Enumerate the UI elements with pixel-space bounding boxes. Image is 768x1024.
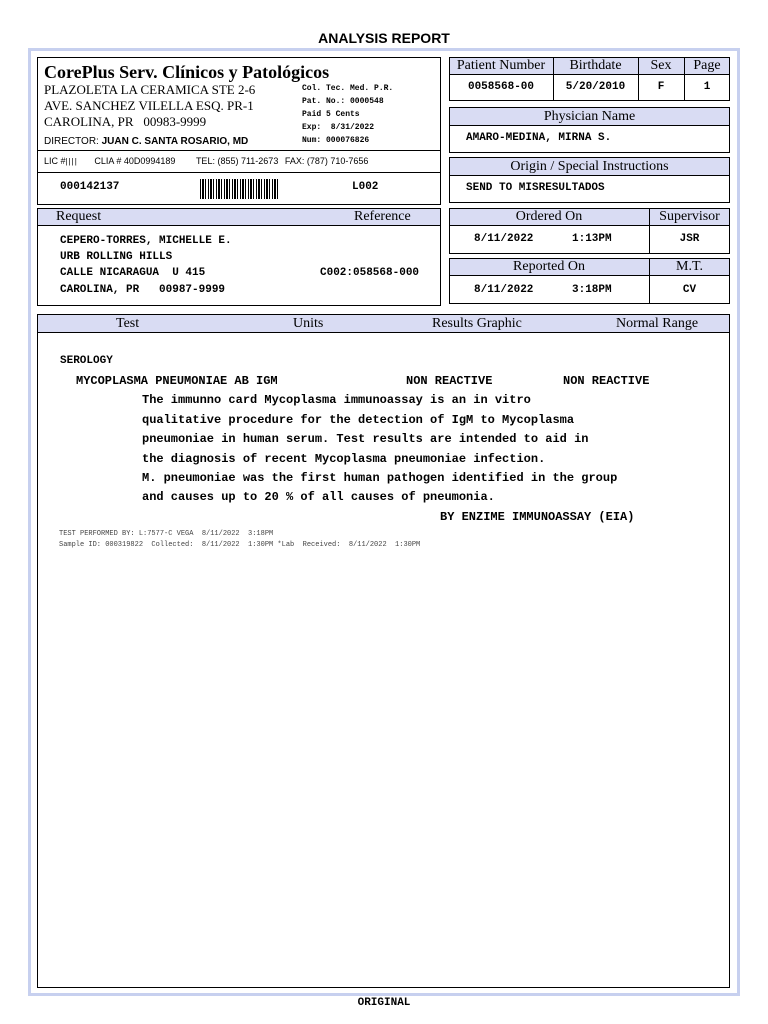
sex: F: [657, 81, 665, 93]
lab-divider-1: [37, 150, 441, 151]
supervisor-label: Supervisor: [659, 209, 720, 224]
note-line-6: and causes up to 20 % of all causes of pneumonia.: [142, 490, 495, 504]
note-line-2: qualitative procedure for the detection of IgM to Mycoplasma: [142, 413, 575, 427]
request-line-3: CALLE NICARAGUA U 415: [60, 267, 206, 279]
lab-exp: Exp: 8/31/2022: [302, 123, 375, 132]
request-line-1: CEPERO-TORRES, MICHELLE E.: [60, 235, 232, 247]
director-name: JUAN C. SANTA ROSARIO, MD: [101, 136, 249, 147]
lab-contact-line: [44, 156, 368, 166]
col-test: Test: [116, 316, 140, 331]
ordered-label: Ordered On: [515, 209, 583, 224]
test-name: MYCOPLASMA PNEUMONIAE AB IGM: [76, 374, 278, 388]
sample-info: Sample ID: 000319822 Collected: 8/11/2022 1:30PM *Lab Received: 8/11/2022 1:30PM: [59, 541, 421, 549]
patient-number: 0058568-00: [467, 81, 534, 93]
lab-address-2: AVE. SANCHEZ VILELLA ESQ. PR-1: [44, 98, 254, 113]
note-line-4: the diagnosis of recent Mycoplasma pneumoniae infection.: [142, 452, 546, 466]
reported-date: 8/11/2022: [474, 284, 534, 296]
reference-label: Reference: [354, 209, 411, 224]
lab-tel: TEL: (855) 711-2673: [195, 156, 279, 166]
report-title: ANALYSIS REPORT: [318, 30, 450, 46]
patient-number-label: Patient Number: [456, 58, 546, 73]
lab-account: 000142137: [60, 181, 120, 193]
origin-value: SEND TO MISRESULTADOS: [466, 182, 605, 194]
request-line-4: CAROLINA, PR 00987-9999: [60, 284, 226, 296]
lab-col-tec: Col. Tec. Med. P.R.: [302, 84, 394, 93]
performed-by: TEST PERFORMED BY: L:7577-C VEGA 8/11/2022 3:18PM: [59, 530, 274, 538]
lab-paid: Paid 5 Cents: [302, 110, 360, 119]
page-label: Page: [693, 58, 721, 73]
lab-code: L002: [352, 181, 379, 193]
lab-divider-2: [37, 172, 441, 173]
lab-num: Num: 000076826: [302, 136, 370, 145]
mt-label: M.T.: [676, 259, 703, 274]
lab-address-1: PLAZOLETA LA CERAMICA STE 2-6: [44, 82, 256, 97]
ordered-time: 1:13PM: [572, 233, 612, 245]
birthdate-label: Birthdate: [569, 58, 622, 73]
mt-value: CV: [682, 284, 697, 296]
test-normal-range: NON REACTIVE: [563, 374, 650, 388]
lab-name: CorePlus Serv. Clínicos y Patológicos: [44, 62, 330, 82]
page-number: 1: [703, 81, 711, 93]
request-reference: C002:058568-000: [320, 267, 420, 279]
col-results-graphic: Results Graphic: [432, 316, 522, 331]
supervisor: JSR: [679, 233, 700, 245]
test-method: BY ENZIME IMMUNOASSAY (EIA): [440, 510, 635, 524]
barcode: [200, 179, 280, 199]
origin-label: Origin / Special Instructions: [449, 157, 730, 176]
sex-label: Sex: [650, 58, 672, 73]
lab-address-3: CAROLINA, PR 00983-9999: [44, 114, 207, 129]
section-serology: SEROLOGY: [60, 355, 113, 367]
physician-label: Physician Name: [449, 107, 730, 126]
director-label: DIRECTOR:: [44, 136, 102, 147]
note-line-3: pneumoniae in human serum. Test results are intended to aid in: [142, 432, 589, 446]
ordered-date: 8/11/2022: [474, 233, 534, 245]
lab-fax: FAX: (787) 710-7656: [284, 156, 369, 166]
request-line-2: URB ROLLING HILLS: [60, 251, 173, 263]
physician-name: AMARO-MEDINA, MIRNA S.: [466, 132, 612, 144]
reported-label: Reported On: [513, 259, 585, 274]
lic-marks: ||||: [65, 157, 78, 166]
lab-lic: LIC #: [44, 156, 66, 166]
request-label: Request: [56, 209, 102, 224]
birthdate: 5/20/2010: [565, 81, 626, 93]
lab-pat-no: Pat. No.: 0000548: [302, 97, 384, 106]
lab-clia: CLIA # 40D0994189: [94, 156, 176, 166]
note-line-5: M. pneumoniae was the first human pathogen identified in the group: [142, 471, 618, 485]
col-units: Units: [293, 316, 324, 331]
test-result: NON REACTIVE: [406, 374, 493, 388]
reported-time: 3:18PM: [572, 284, 612, 296]
col-normal-range: Normal Range: [616, 316, 699, 331]
footer-original: ORIGINAL: [357, 997, 411, 1009]
note-line-1: The immunno card Mycoplasma immunoassay is an in vitro: [142, 393, 531, 407]
lab-director: [44, 136, 248, 147]
